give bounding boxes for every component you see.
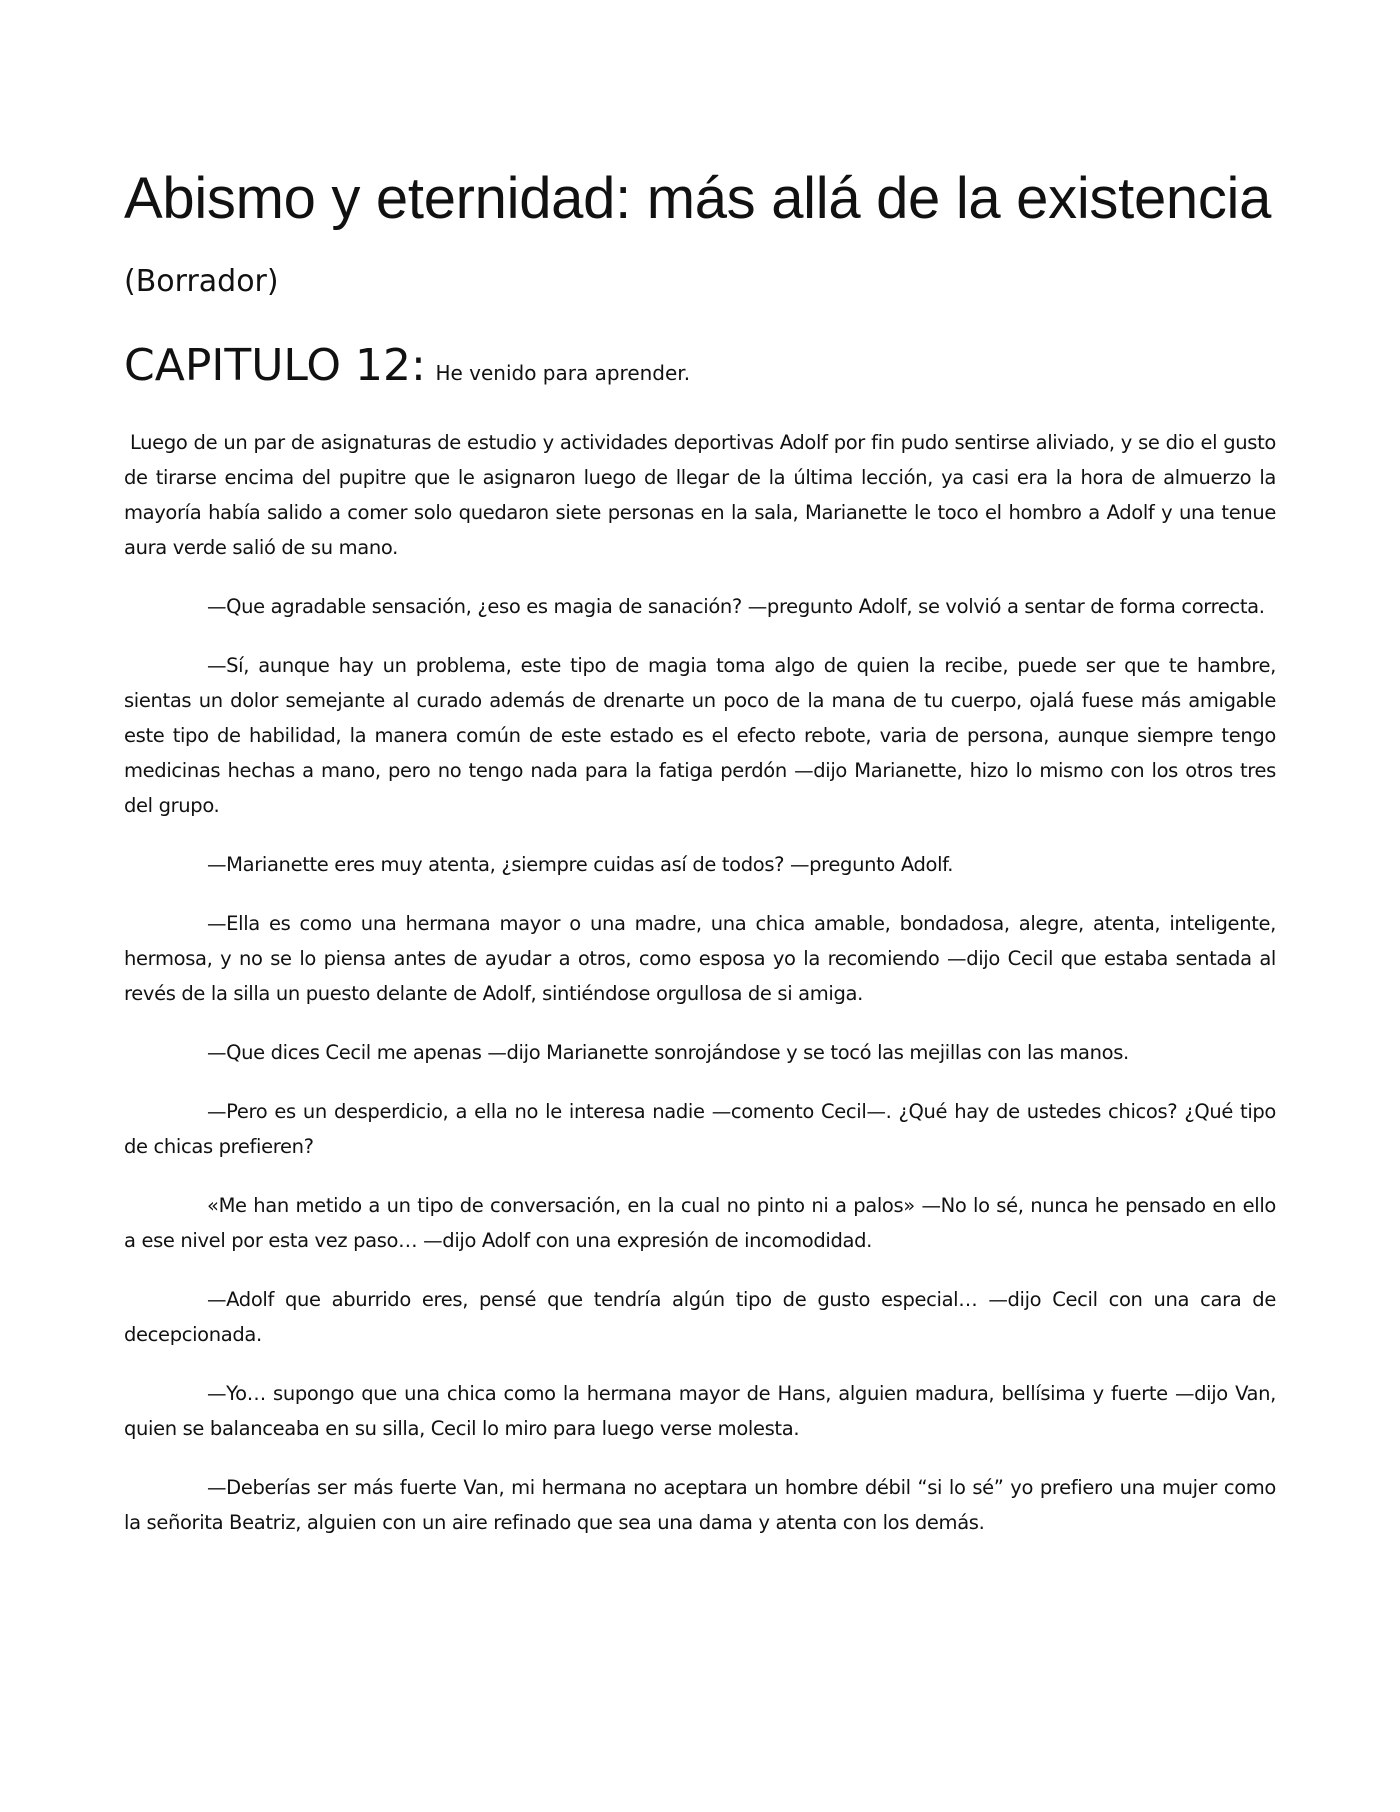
paragraph: —Deberías ser más fuerte Van, mi hermana no aceptara un hombre débil “si lo sé” yo prefiero una mujer como la señorita Beatriz, alguien con un aire refinado que sea una dama y atenta con los demás. (124, 1476, 1276, 1534)
chapter-number: CAPITULO 12: (124, 340, 426, 391)
document-title: Abismo y eternidad: más allá de la existencia (124, 166, 1272, 231)
paragraph: Luego de un par de asignaturas de estudio y actividades deportivas Adolf por fin pudo sentirse aliviado, y se dio el gusto de tirarse encima del pupitre que le asignaron luego de llegar de la última lección, ya casi era la hora de almuerzo la mayoría había salido a comer solo quedaron siete personas en la sala, Marianette le toco el hombro a Adolf y una tenue aura verde salió de su mano. (124, 431, 1276, 559)
chapter-heading (124, 338, 690, 394)
paragraph: —Yo… supongo que una chica como la hermana mayor de Hans, alguien madura, bellísima y fuerte —dijo Van, quien se balanceaba en su silla, Cecil lo miro para luego verse molesta. (124, 1382, 1276, 1440)
chapter-body (124, 425, 1276, 1564)
paragraph: —Que agradable sensación, ¿eso es magia de sanación? —pregunto Adolf, se volvió a sentar de forma correcta. (207, 595, 1265, 618)
paragraph: —Ella es como una hermana mayor o una madre, una chica amable, bondadosa, alegre, atenta, inteligente, hermosa, y no se lo piensa antes de ayudar a otros, como esposa yo la recomiendo —dijo Cecil que estaba sentada al revés de la silla un puesto delante de Adolf, sintiéndose orgullosa de si amiga. (124, 912, 1276, 1005)
paragraph: —Pero es un desperdicio, a ella no le interesa nadie —comento Cecil—. ¿Qué hay de ustedes chicos? ¿Qué tipo de chicas prefieren? (124, 1100, 1276, 1158)
chapter-name: He venido para aprender. (435, 361, 691, 385)
paragraph: —Sí, aunque hay un problema, este tipo de magia toma algo de quien la recibe, puede ser que te hambre, sientas un dolor semejante al curado además de drenarte un poco de la mana de tu cuerpo, ojalá fuese más amigable este tipo de habilidad, la manera común de este estado es el efecto rebote, varia de persona, aunque siempre tengo medicinas hechas a mano, pero no tengo nada para la fatiga perdón —dijo Marianette, hizo lo mismo con los otros tres del grupo. (124, 654, 1276, 817)
paragraph: —Marianette eres muy atenta, ¿siempre cuidas así de todos? —pregunto Adolf. (207, 853, 954, 876)
paragraph: —Que dices Cecil me apenas —dijo Marianette sonrojándose y se tocó las mejillas con las manos. (207, 1041, 1129, 1064)
paragraph: «Me han metido a un tipo de conversación, en la cual no pinto ni a palos» —No lo sé, nunca he pensado en ello a ese nivel por esta vez paso… —dijo Adolf con una expresión de incomodidad. (124, 1194, 1276, 1252)
paragraph: —Adolf que aburrido eres, pensé que tendría algún tipo de gusto especial… —dijo Cecil con una cara de decepcionada. (124, 1288, 1276, 1346)
document-subtitle: (Borrador) (124, 264, 279, 299)
